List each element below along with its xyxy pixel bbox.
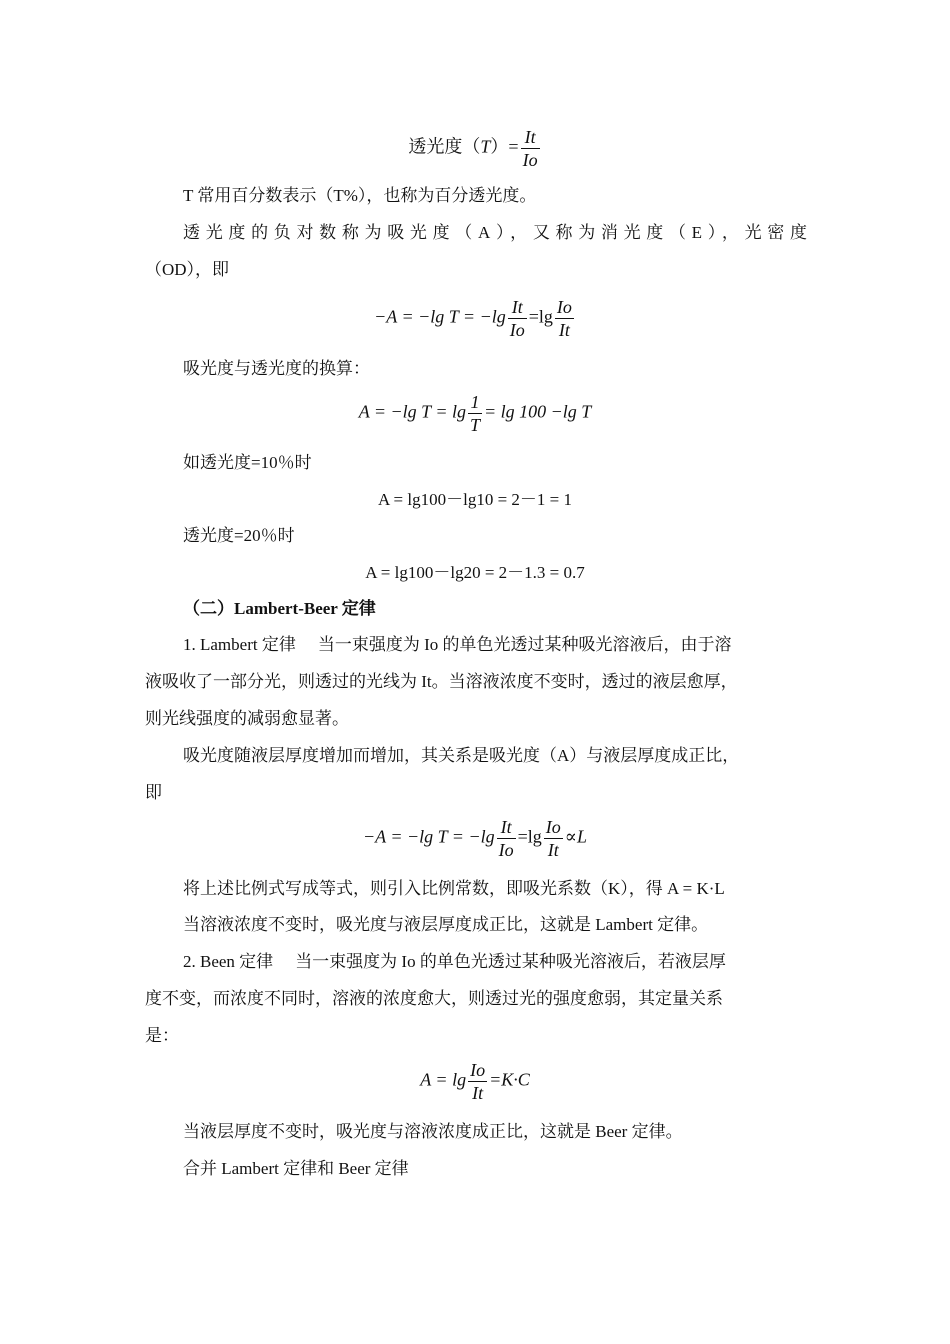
denominator: It: [472, 1083, 484, 1103]
fraction: [544, 816, 563, 861]
denominator: It: [558, 320, 570, 340]
formula-var: T: [480, 136, 491, 157]
paragraph-continuation: 度不变，而浓度不同时，溶液的浓度愈大，则透过光的强度愈弱，其定量关系: [145, 989, 723, 1008]
paragraph: 透光度=20％时: [183, 526, 295, 545]
denominator: Io: [509, 320, 525, 340]
paragraph: 吸光度与透光度的换算：: [183, 359, 370, 378]
paragraph: 吸光度随液层厚度增加而增加，其关系是吸光度（A）与液层厚度成正比，: [183, 746, 740, 765]
paragraph-label: 1. Lambert 定律: [183, 635, 296, 654]
formula-absorbance: [0, 296, 950, 341]
paragraph-continuation: 即: [145, 783, 162, 802]
numerator: It: [497, 816, 516, 839]
numerator: Io: [470, 1060, 486, 1080]
formula-lead: −A = −lg T = −lg: [363, 826, 495, 847]
paragraph: 透光度的负对数称为吸光度（A），又称为消光度（E），光密度: [183, 223, 807, 242]
paragraph: 当液层厚度不变时，吸光度与溶液浓度成正比，这就是 Beer 定律。: [183, 1122, 683, 1141]
paragraph-continuation: 是：: [145, 1026, 179, 1045]
formula-lead: A = −lg T = lg: [358, 401, 466, 422]
equation: A = lg100－lg10 = 2－1 = 1: [377, 490, 573, 509]
formula-tail: =K·C: [489, 1069, 530, 1090]
paragraph-label: 2. Been 定律: [183, 952, 274, 971]
fraction: [468, 391, 482, 436]
paragraph-continuation: （OD），即: [145, 260, 230, 279]
fraction: [468, 1059, 487, 1104]
denominator: It: [547, 840, 559, 860]
section-heading: （二）Lambert-Beer 定律: [183, 599, 376, 618]
paragraph-text: 当一束强度为 Io 的单色光透过某种吸光溶液后，若液层厚: [295, 952, 726, 971]
denominator: T: [469, 415, 480, 435]
fraction: [497, 816, 516, 861]
paragraph-continuation: 液吸收了一部分光，则透过的光线为 It。当溶液浓度不变时，透过的液层愈厚，: [145, 672, 738, 691]
numerator: It: [521, 126, 540, 149]
formula-lead: −A = −lg T = −lg: [374, 306, 506, 327]
fraction: [555, 296, 574, 341]
formula-transmittance: [0, 126, 950, 171]
denominator: Io: [522, 150, 538, 170]
denominator: Io: [498, 840, 514, 860]
formula-tail: ∝L: [564, 826, 587, 847]
paragraph: 将上述比例式写成等式，则引入比例常数，即吸光系数（K），得 A = K·L: [183, 879, 725, 898]
paragraph: 如透光度=10％时: [183, 453, 312, 472]
numerator: Io: [545, 817, 561, 837]
formula-lead: A = lg: [420, 1069, 467, 1090]
formula-label: 透光度（: [408, 136, 481, 157]
paragraph: [183, 634, 732, 656]
fraction: [508, 296, 527, 341]
paragraph: 当溶液浓度不变时，吸光度与液层厚度成正比，这就是 Lambert 定律。: [183, 915, 709, 934]
formula-mid: =lg: [517, 826, 542, 847]
numerator: It: [508, 296, 527, 319]
formula-beer: [0, 1059, 950, 1104]
numerator: Io: [556, 297, 572, 317]
formula-close: ）=: [490, 136, 519, 157]
formula-tail: = lg 100 −lg T: [484, 401, 592, 422]
paragraph-text: 当一束强度为 Io 的单色光透过某种吸光溶液后，由于溶: [317, 635, 732, 654]
paragraph: T 常用百分数表示（T%），也称为百分透光度。: [183, 186, 537, 205]
fraction: [521, 126, 540, 171]
formula-mid: =lg: [528, 306, 553, 327]
formula-lambert: [0, 816, 950, 861]
numerator: 1: [468, 391, 482, 414]
paragraph: [183, 951, 726, 973]
paragraph-continuation: 则光线强度的减弱愈显著。: [145, 709, 349, 728]
paragraph: 合并 Lambert 定律和 Beer 定律: [183, 1159, 409, 1178]
formula-conversion: [0, 391, 950, 436]
equation: A = lg100－lg20 = 2－1.3 = 0.7: [365, 563, 585, 582]
